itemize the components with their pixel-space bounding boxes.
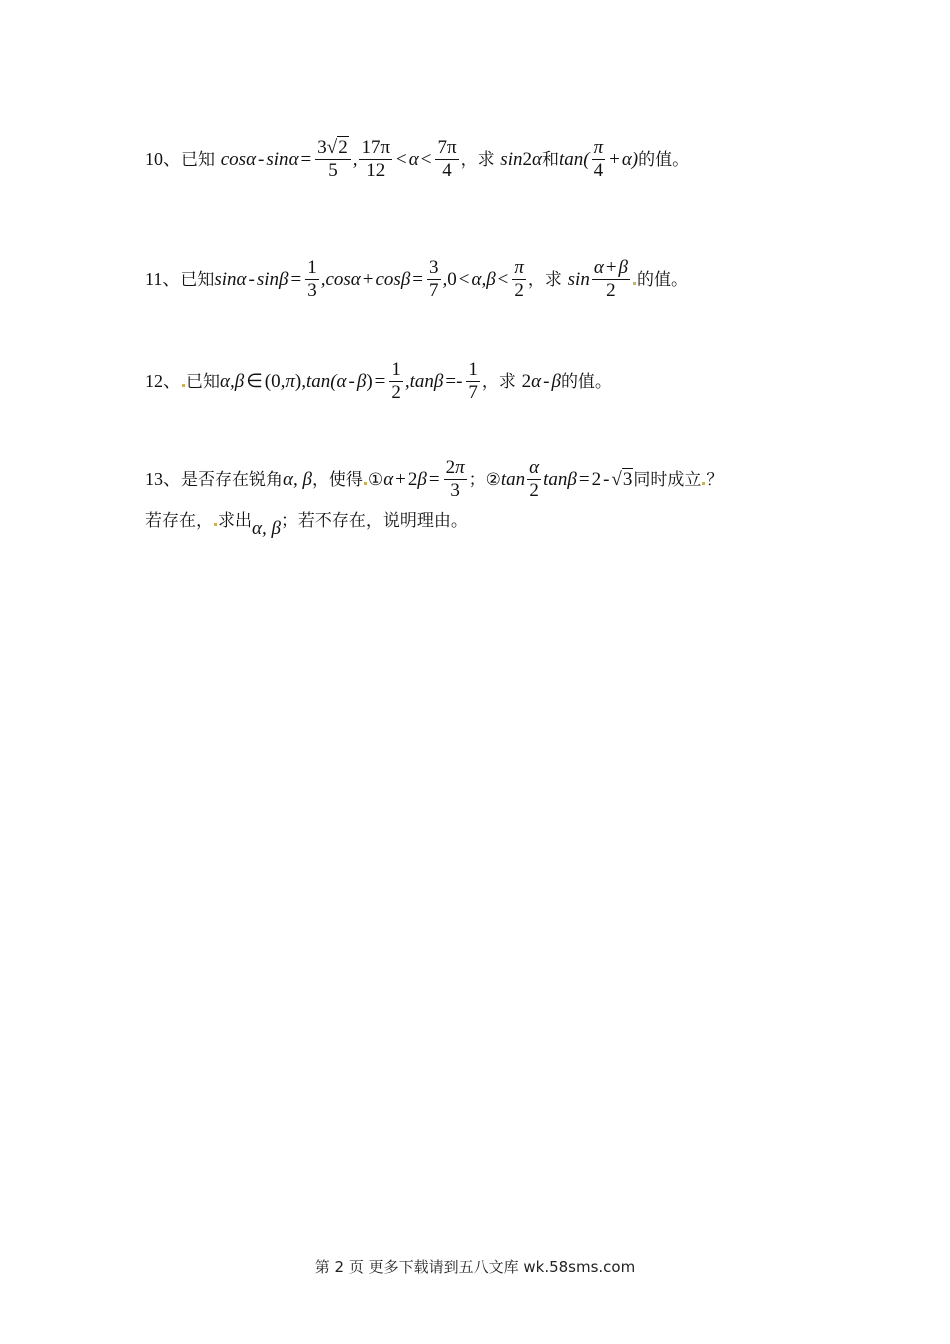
else-text: ；若不存在，说明理由。 — [280, 511, 468, 531]
edit-mark — [182, 384, 185, 387]
make-text: ，使得 — [311, 469, 363, 490]
ask-label: 求 — [477, 149, 495, 170]
problem-10: 10、已知 cosα - sinα = $\frac{3√2}{5}$ , $\frac{17\pi}{12}$ < α < $\frac{7\pi}{4}$ ，求 sin2α和tan( $\frac{\pi}{4}$ + α)的值。 — [145, 137, 690, 181]
problem-number: 11、 — [145, 268, 181, 289]
given-label: 已知 — [181, 149, 215, 170]
cond2-marker: ② — [485, 469, 501, 490]
problem-13-line-1 — [145, 458, 835, 503]
target-formula: sin2α和tan( $\frac{\pi}{4}$ + α) — [500, 137, 639, 181]
given-label: 已知 — [180, 269, 215, 290]
ask-label: 求 — [498, 371, 516, 392]
condition-formula: cosα - sinα = $\frac{3√2}{5}$ , $\frac{17\pi}{12}$ < α < $\frac{7\pi}{4}$ — [220, 137, 457, 181]
vars-formula: α, β — [252, 518, 281, 539]
tail-text: 的值。 — [638, 149, 690, 170]
question-mark: ？ — [706, 469, 724, 490]
problem-number: 10、 — [145, 148, 181, 169]
separator: ； — [468, 469, 486, 490]
problem-number: 12、 — [145, 370, 181, 391]
edit-mark — [214, 523, 217, 526]
if-exists-text: 若存在， — [145, 511, 213, 531]
problem-13 — [145, 457, 835, 539]
ask-label: 求 — [544, 269, 562, 290]
edit-mark — [364, 482, 367, 485]
given-label: 已知 — [186, 371, 220, 392]
cond1-formula: α + 2β = $\frac{2\pi}{3}$ — [383, 457, 465, 501]
target-formula: 2α - β — [521, 370, 561, 392]
problem-12: 12、 已知α,β ∈ (0,π),tan(α - β) = $\frac{1}{2}$ ,tanβ =- $\frac{1}{7}$ ，求 2α - β的值。 — [145, 359, 612, 403]
tail-text: 的值。 — [560, 371, 612, 392]
together-text: 同时成立 — [633, 469, 702, 490]
find-text: 求出 — [218, 511, 252, 531]
page-footer: 第 2 页 更多下载请到五八文库 wk.58sms.com — [314, 1258, 636, 1276]
tail-text: 的值。 — [637, 269, 689, 290]
vars-formula: α, β — [283, 468, 312, 490]
intro-text: 是否存在锐角 — [181, 469, 283, 490]
condition-formula: sinα - sinβ = $\frac{1}{3}$ ,cosα + cosβ = $\frac{3}{7}$ ,0 < α,β < $\frac{\pi}{2}$ — [214, 257, 524, 301]
problem-13-line-2 — [145, 509, 835, 539]
problem-11: 11、已知sinα - sinβ = $\frac{1}{3}$ ,cosα + cosβ = $\frac{3}{7}$ ,0 < α,β < $\frac{\pi}{2}$ ，求 sin $\frac{\alpha + \beta}{2}$ 的值。 — [145, 257, 689, 301]
cond2-formula: tan $\frac{\alpha}{2}$ tanβ = 2 - √3 — [500, 457, 633, 501]
edit-mark — [633, 282, 636, 285]
condition-formula: α,β ∈ (0,π),tan(α - β) = $\frac{1}{2}$ ,tanβ =- $\frac{1}{7}$ — [220, 359, 478, 403]
problem-number: 13、 — [145, 468, 181, 489]
target-formula: sin $\frac{\alpha + \beta}{2}$ — [567, 257, 629, 301]
edit-mark — [702, 482, 705, 485]
cond1-marker: ① — [367, 469, 384, 490]
